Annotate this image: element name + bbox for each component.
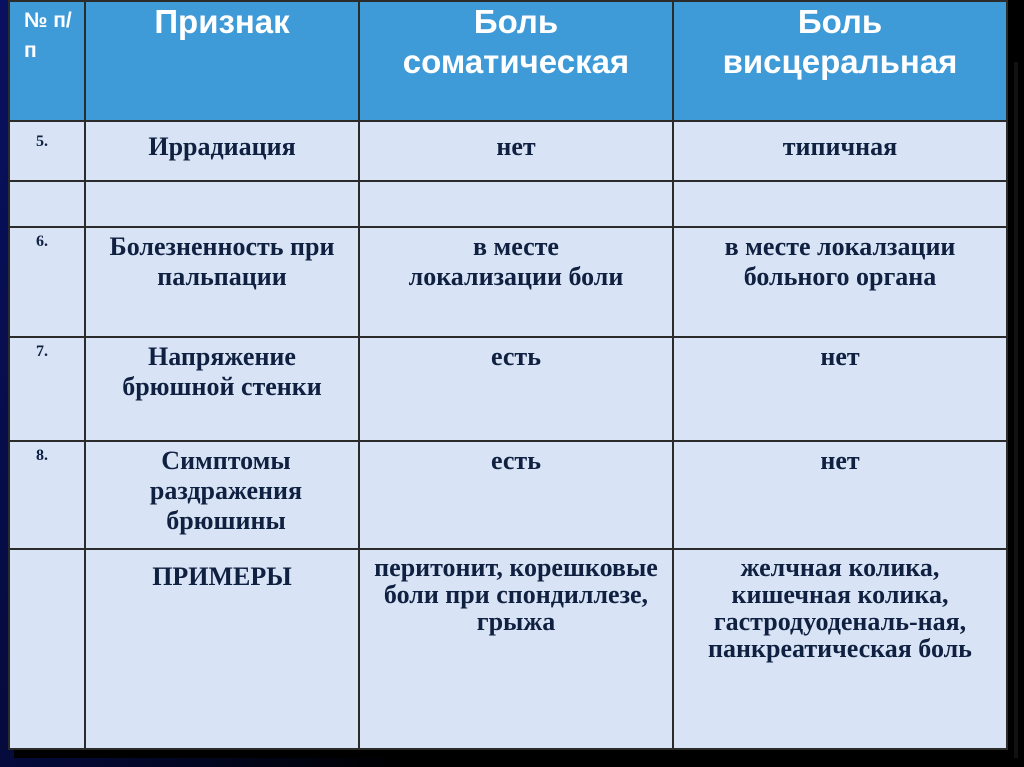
header-somatic: [359, 1, 673, 121]
header-somatic-text: Боль соматическая: [402, 3, 630, 80]
header-row: [9, 1, 1007, 121]
header-feature-text: Признак: [154, 3, 290, 40]
table-row: [9, 121, 1007, 181]
table-row-empty: [9, 181, 1007, 227]
row-somatic: [359, 549, 673, 749]
header-number: [9, 1, 85, 121]
row-visceral-text: в месте локалзации больного органа: [724, 232, 956, 291]
pain-comparison-table: [8, 0, 1008, 750]
row-visceral: нет: [673, 441, 1007, 549]
row-feature: [85, 227, 359, 337]
row-number: 8.: [9, 441, 85, 549]
row-visceral: типичная: [673, 121, 1007, 181]
header-visceral: [673, 1, 1007, 121]
row-feature: [85, 337, 359, 441]
table-row: [9, 549, 1007, 749]
header-feature: [85, 1, 359, 121]
header-visceral-text: Боль висцеральная: [722, 3, 958, 80]
row-somatic: есть: [359, 441, 673, 549]
table-row: [9, 227, 1007, 337]
row-number: 5.: [9, 121, 85, 181]
row-feature-text: Болезненность при пальпации: [109, 232, 335, 291]
row-number: 7.: [9, 337, 85, 441]
row-somatic-text: перитонит, корешковые боли при спондиллезе, грыжа: [374, 553, 658, 636]
row-feature: ПРИМЕРЫ: [85, 549, 359, 749]
row-feature: [85, 181, 359, 227]
row-visceral: [673, 181, 1007, 227]
row-number: [9, 181, 85, 227]
row-feature: [85, 441, 359, 549]
row-feature-text: Симптомы раздражения брюшины: [149, 446, 303, 535]
table-row: [9, 441, 1007, 549]
row-number: 6.: [9, 227, 85, 337]
row-somatic: есть: [359, 337, 673, 441]
row-somatic: нет: [359, 121, 673, 181]
row-visceral-text: желчная колика, кишечная колика, гастродуоденаль-ная, панкреатическая боль: [708, 553, 972, 663]
header-number-text: № п/п: [24, 9, 72, 62]
table-row: [9, 337, 1007, 441]
row-somatic: [359, 227, 673, 337]
row-visceral: [673, 549, 1007, 749]
row-visceral: нет: [673, 337, 1007, 441]
row-somatic-text: в месте локализации боли: [408, 232, 624, 291]
row-feature-text: Напряжение брюшной стенки: [122, 342, 322, 401]
row-feature: Иррадиация: [85, 121, 359, 181]
row-number: [9, 549, 85, 749]
row-somatic: [359, 181, 673, 227]
row-visceral: [673, 227, 1007, 337]
